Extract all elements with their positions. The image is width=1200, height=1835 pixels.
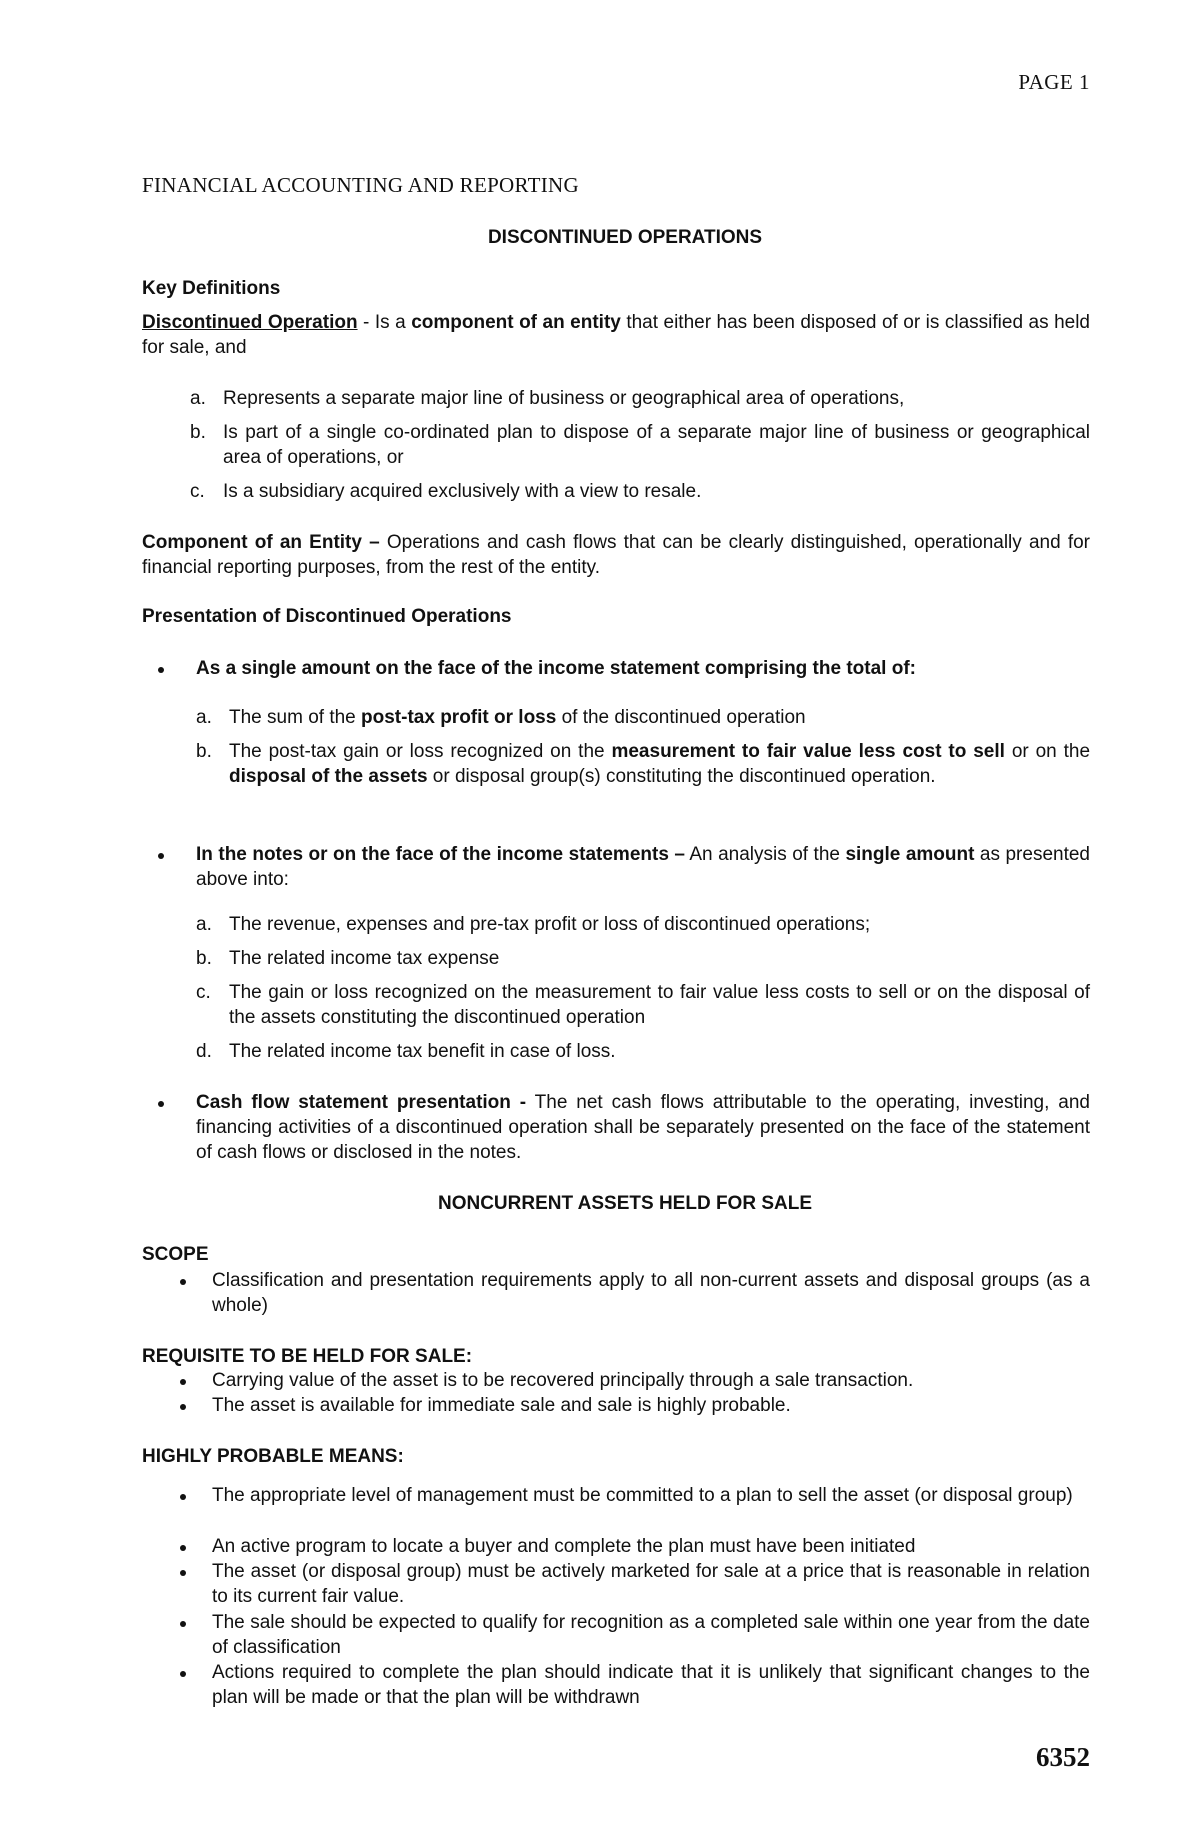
bullet-icon: [180, 1379, 186, 1385]
requisite-heading: REQUISITE TO BE HELD FOR SALE:: [142, 1346, 473, 1367]
list-item: [190, 479, 1090, 504]
bullet-icon: [180, 1621, 186, 1627]
presentation-bullet-notes: In the notes or on the face of the income statements – An analysis of the single amount as presented above into:: [196, 844, 1090, 890]
list-text: The post-tax gain or loss recognized on the measurement to fair value less cost to sell or on the disposal of the assets or disposal group(s) constituting the discontinued operation.: [229, 741, 1091, 787]
component-term: Component of an Entity –: [142, 532, 380, 553]
bullet-icon: [180, 1545, 186, 1551]
list-text: The related income tax benefit in case of loss.: [229, 1041, 616, 1062]
definition-rest: that either has been disposed of or is classified as held for sale, and: [142, 312, 1090, 358]
list-marker: b.: [196, 948, 212, 969]
document-title: DISCONTINUED OPERATIONS: [487, 227, 763, 248]
list-item: [196, 912, 1090, 937]
list-text: The gain or loss recognized on the measurement to fair value less costs to sell or on the disposal of the assets constituting the discontinued operation: [229, 982, 1090, 1028]
highly-probable-item: The sale should be expected to qualify for recognition as a completed sale within one year from the date of classification: [212, 1612, 1090, 1658]
requisite-item: Carrying value of the asset is to be recovered principally through a sale transaction.: [212, 1370, 914, 1391]
discontinued-operation-term: Discontinued Operation: [142, 312, 358, 333]
component-text: Operations and cash flows that can be clearly distinguished, operationally and for financial reporting purposes, from the rest of the entity.: [142, 532, 1090, 578]
requisite-item: The asset is available for immediate sale and sale is highly probable.: [212, 1395, 791, 1416]
page-label: PAGE 1: [1018, 70, 1090, 94]
presentation-bullet-cash-flow: Cash flow statement presentation - The net cash flows attributable to the operating, investing, and financing activities of a discontinued operation shall be separately presented on the face of the statement of cash flows or disclosed in the notes.: [196, 1092, 1090, 1163]
bullet-icon: [158, 1101, 164, 1107]
list-item: [196, 946, 1090, 971]
highly-probable-item: An active program to locate a buyer and complete the plan must have been initiated: [212, 1536, 916, 1557]
list-item: [196, 739, 1090, 789]
bullet-icon: [180, 1279, 186, 1285]
list-marker: b.: [196, 741, 212, 762]
list-item: [196, 980, 1090, 1030]
highly-probable-item: The appropriate level of management must be committed to a plan to sell the asset (or disposal group): [212, 1485, 1073, 1506]
list-text: The sum of the post-tax profit or loss of the discontinued operation: [229, 707, 806, 728]
ncahfs-title: NONCURRENT ASSETS HELD FOR SALE: [437, 1193, 813, 1214]
bullet-icon: [180, 1494, 186, 1500]
list-marker: a.: [196, 914, 212, 935]
list-text: Is part of a single co-ordinated plan to dispose of a separate major line of business or geographical area of operations, or: [223, 422, 1090, 468]
list-text: The related income tax expense: [229, 948, 500, 969]
list-marker: c.: [190, 481, 205, 502]
presentation-heading: Presentation of Discontinued Operations: [142, 606, 512, 627]
list-item: [196, 1039, 1090, 1064]
list-text: Is a subsidiary acquired exclusively with a view to resale.: [223, 481, 702, 502]
presentation-bullet-single-amount: As a single amount on the face of the income statement comprising the total of:: [196, 658, 916, 679]
subject-heading: FINANCIAL ACCOUNTING AND REPORTING: [142, 173, 579, 197]
list-marker: d.: [196, 1041, 212, 1062]
list-item: [190, 420, 1090, 470]
list-marker: c.: [196, 982, 211, 1003]
highly-probable-item: Actions required to complete the plan should indicate that it is unlikely that significant changes to the plan will be made or that the plan will be withdrawn: [212, 1662, 1090, 1708]
bullet-icon: [180, 1404, 186, 1410]
list-marker: a.: [196, 707, 212, 728]
bullet-icon: [180, 1570, 186, 1576]
definition-separator: - Is a: [357, 312, 412, 333]
page-number: 6352: [1036, 1742, 1090, 1772]
discontinued-operation-definition: [142, 310, 1090, 360]
list-text: Represents a separate major line of business or geographical area of operations,: [223, 388, 905, 409]
bullet-icon: [158, 853, 164, 859]
component-of-entity-definition: [142, 530, 1090, 580]
list-marker: a.: [190, 388, 206, 409]
bullet-icon: [180, 1671, 186, 1677]
key-definitions-heading: Key Definitions: [142, 278, 281, 299]
highly-probable-item: The asset (or disposal group) must be actively marketed for sale at a price that is reasonable in relation to its current fair value.: [212, 1561, 1090, 1607]
list-text: The revenue, expenses and pre-tax profit or loss of discontinued operations;: [229, 914, 871, 935]
scope-heading: SCOPE: [142, 1244, 209, 1265]
list-marker: b.: [190, 422, 206, 443]
definition-bold: component of an entity: [411, 312, 621, 333]
scope-item: Classification and presentation requirements apply to all non-current assets and disposal groups (as a whole): [212, 1270, 1090, 1316]
highly-probable-heading: HIGHLY PROBABLE MEANS:: [142, 1446, 404, 1467]
list-item: [196, 705, 1090, 730]
list-item: [190, 386, 1090, 411]
bullet-icon: [158, 667, 164, 673]
